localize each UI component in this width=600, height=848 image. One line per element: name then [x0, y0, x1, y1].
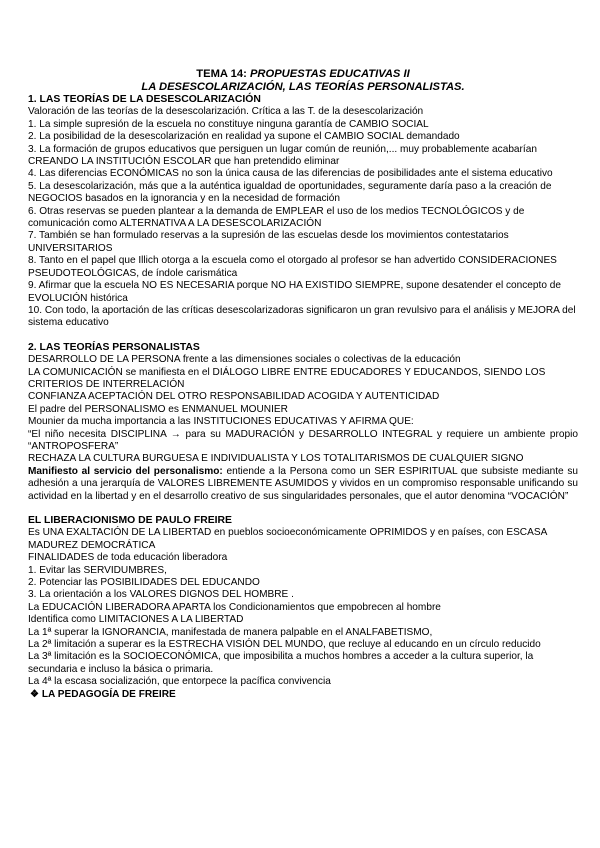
section-2-heading: 2. LAS TEORÍAS PERSONALISTAS	[28, 341, 200, 353]
section-3-line: 3. La orientación a los VALORES DIGNOS DEL HOMBRE .	[28, 589, 294, 601]
section-1-line: 7. También se han formulado reservas a la supresión de las escuelas desde los movimientos contestatarios UNIVERSITARIOS	[28, 230, 509, 254]
section-2-line: DESARROLLO DE LA PERSONA frente a las dimensiones sociales o colectivas de la educación	[28, 354, 461, 366]
spacer	[28, 503, 578, 515]
section-1-line: 5. La desescolarización, más que a la auténtica igualdad de oportunidades, seguramente daría paso a la creación de NEGOCIOS basados en la ignorancia y en la necesidad de formación	[28, 180, 552, 205]
section-1-line: Valoración de las teorías de la desescolarización. Crítica a las T. de la desescolarización	[28, 106, 424, 118]
section-2-body	[28, 354, 578, 503]
title-line-2: LA DESESCOLARIZACIÓN, LAS TEORÍAS PERSONALISTAS.	[141, 81, 465, 93]
section-1-line: 9. Afirmar que la escuela NO ES NECESARIA porque NO HA EXISTIDO SIEMPRE, supone desatender el concepto de EVOLUCIÓN histórica	[28, 280, 561, 304]
section-3-body	[28, 527, 578, 701]
section-1-line: 4. Las diferencias ECONÓMICAS no son la única causa de las diferencias de posibilidades ante el sistema educativo	[28, 168, 553, 180]
section-3-line: La 1ª superar la IGNORANCIA, manifestada de manera palpable en el ANALFABETISMO,	[28, 626, 433, 638]
section-3-line: La 2ª limitación a superar es la ESTRECHA VISIÓN DEL MUNDO, que recluye al educando en un círculo reducido	[28, 639, 541, 651]
section-1-line: 3. La formación de grupos educativos que persiguen un lugar común de reunión,... muy probablemente acabarían CREANDO LA INSTITUCIÓN ESCOLAR que han pretendido eliminar	[28, 143, 537, 168]
section-3-line: La 4ª la escasa socialización, que entorpece la pacífica convivencia	[28, 676, 331, 688]
document-page	[28, 68, 578, 701]
section-2-line: Mounier da mucha importancia a las INSTITUCIONES EDUCATIVAS Y AFIRMA QUE:	[28, 416, 414, 428]
manifesto-label: Manifiesto al servicio del personalismo:	[28, 465, 223, 477]
section-3-heading: EL LIBERACIONISMO DE PAULO FREIRE	[28, 515, 232, 526]
section-2-line: “El niño necesita DISCIPLINA → para su MADURACIÓN y DESARROLLO INTEGRAL y requiere un ambiente propio “ANTROPOSFERA”	[28, 428, 578, 452]
section-3-line: La EDUCACIÓN LIBERADORA APARTA los Condicionamientos que empobrecen al hombre	[28, 601, 441, 613]
section-1-line: 6. Otras reservas se pueden plantear a la demanda de EMPLEAR el uso de los medios TECNOLÓGICOS y de comunicación como ALTERNATIVA A LA DESESCOLARIZACIÓN	[28, 205, 525, 230]
section-1-line: 1. La simple supresión de la escuela no constituye ninguna garantía de CAMBIO SOCIAL	[28, 118, 429, 130]
title-line-1: TEMA 14: PROPUESTAS EDUCATIVAS II	[196, 68, 410, 80]
section-3-line: La 3ª limitación es la SOCIOECONÓMICA, que imposibilita a muchos hombres a acceder a la cultura superior, la secundaria e incluso la básica o primaria.	[28, 651, 534, 675]
section-3-line: Es UNA EXALTACIÓN DE LA LIBERTAD en pueblos socioeconómicamente OPRIMIDOS y en países, con ESCASA MADUREZ DEMOCRÁTICA	[28, 527, 547, 551]
section-3-line: 1. Evitar las SERVIDUMBRES,	[28, 564, 167, 576]
section-1-line: 10. Con todo, la aportación de las críticas desescolarizadoras significaron un gran revulsivo para el análisis y MEJORA del sistema educativo	[28, 304, 576, 329]
manifesto-text: entiende a la Persona como un SER ESPIRITUAL que subsiste mediante su adhesión a una jerarquía de VALORES LIBREMENTE ASUMIDOS y vividos en un compromiso responsable unificando su actividad en la libertad y en el desarrollo creativo de sus singularidades personales, que el autor denomina “VOCACIÓN”	[28, 465, 579, 502]
section-1-heading: 1. LAS TEORÍAS DE LA DESESCOLARIZACIÓN	[28, 94, 261, 105]
section-2-line: RECHAZA LA CULTURA BURGUESA E INDIVIDUALISTA Y LOS TOTALITARISMOS DE CUALQUIER SIGNO	[28, 453, 524, 465]
diamond-bullet-icon: ❖	[30, 688, 40, 700]
section-1-line: 8. Tanto en el papel que Illich otorga a la escuela como el otorgado al profesor se han advertido CONSIDERACIONES PSEUDOTEOLÓGICAS, de índole carismática	[28, 255, 557, 279]
section-1-body	[28, 106, 578, 329]
manifesto-paragraph	[28, 466, 578, 503]
section-2-line: CONFIANZA ACEPTACIÓN DEL OTRO RESPONSABILIDAD ACOGIDA Y AUTENTICIDAD	[28, 391, 440, 403]
section-1-line: 2. La posibilidad de la desescolarización en realidad ya supone el CAMBIO SOCIAL demandado	[28, 131, 460, 143]
document-title	[28, 68, 578, 94]
pedagogy-subheading: ❖ LA PEDAGOGÍA DE FREIRE	[30, 688, 176, 700]
section-2-line: LA COMUNICACIÓN se manifiesta en el DIÁLOGO LIBRE ENTRE EDUCADORES Y EDUCANDOS, SIENDO LOS CRITERIOS DE INTERRELACIÓN	[28, 366, 546, 390]
spacer	[28, 330, 578, 342]
section-3-line: 2. Potenciar las POSIBILIDADES DEL EDUCANDO	[28, 577, 260, 589]
section-2-line: El padre del PERSONALISMO es ENMANUEL MOUNIER	[28, 403, 288, 415]
section-3-line: Identifica como LIMITACIONES A LA LIBERTAD	[28, 614, 244, 626]
section-3-line: FINALIDADES de toda educación liberadora	[28, 552, 228, 564]
